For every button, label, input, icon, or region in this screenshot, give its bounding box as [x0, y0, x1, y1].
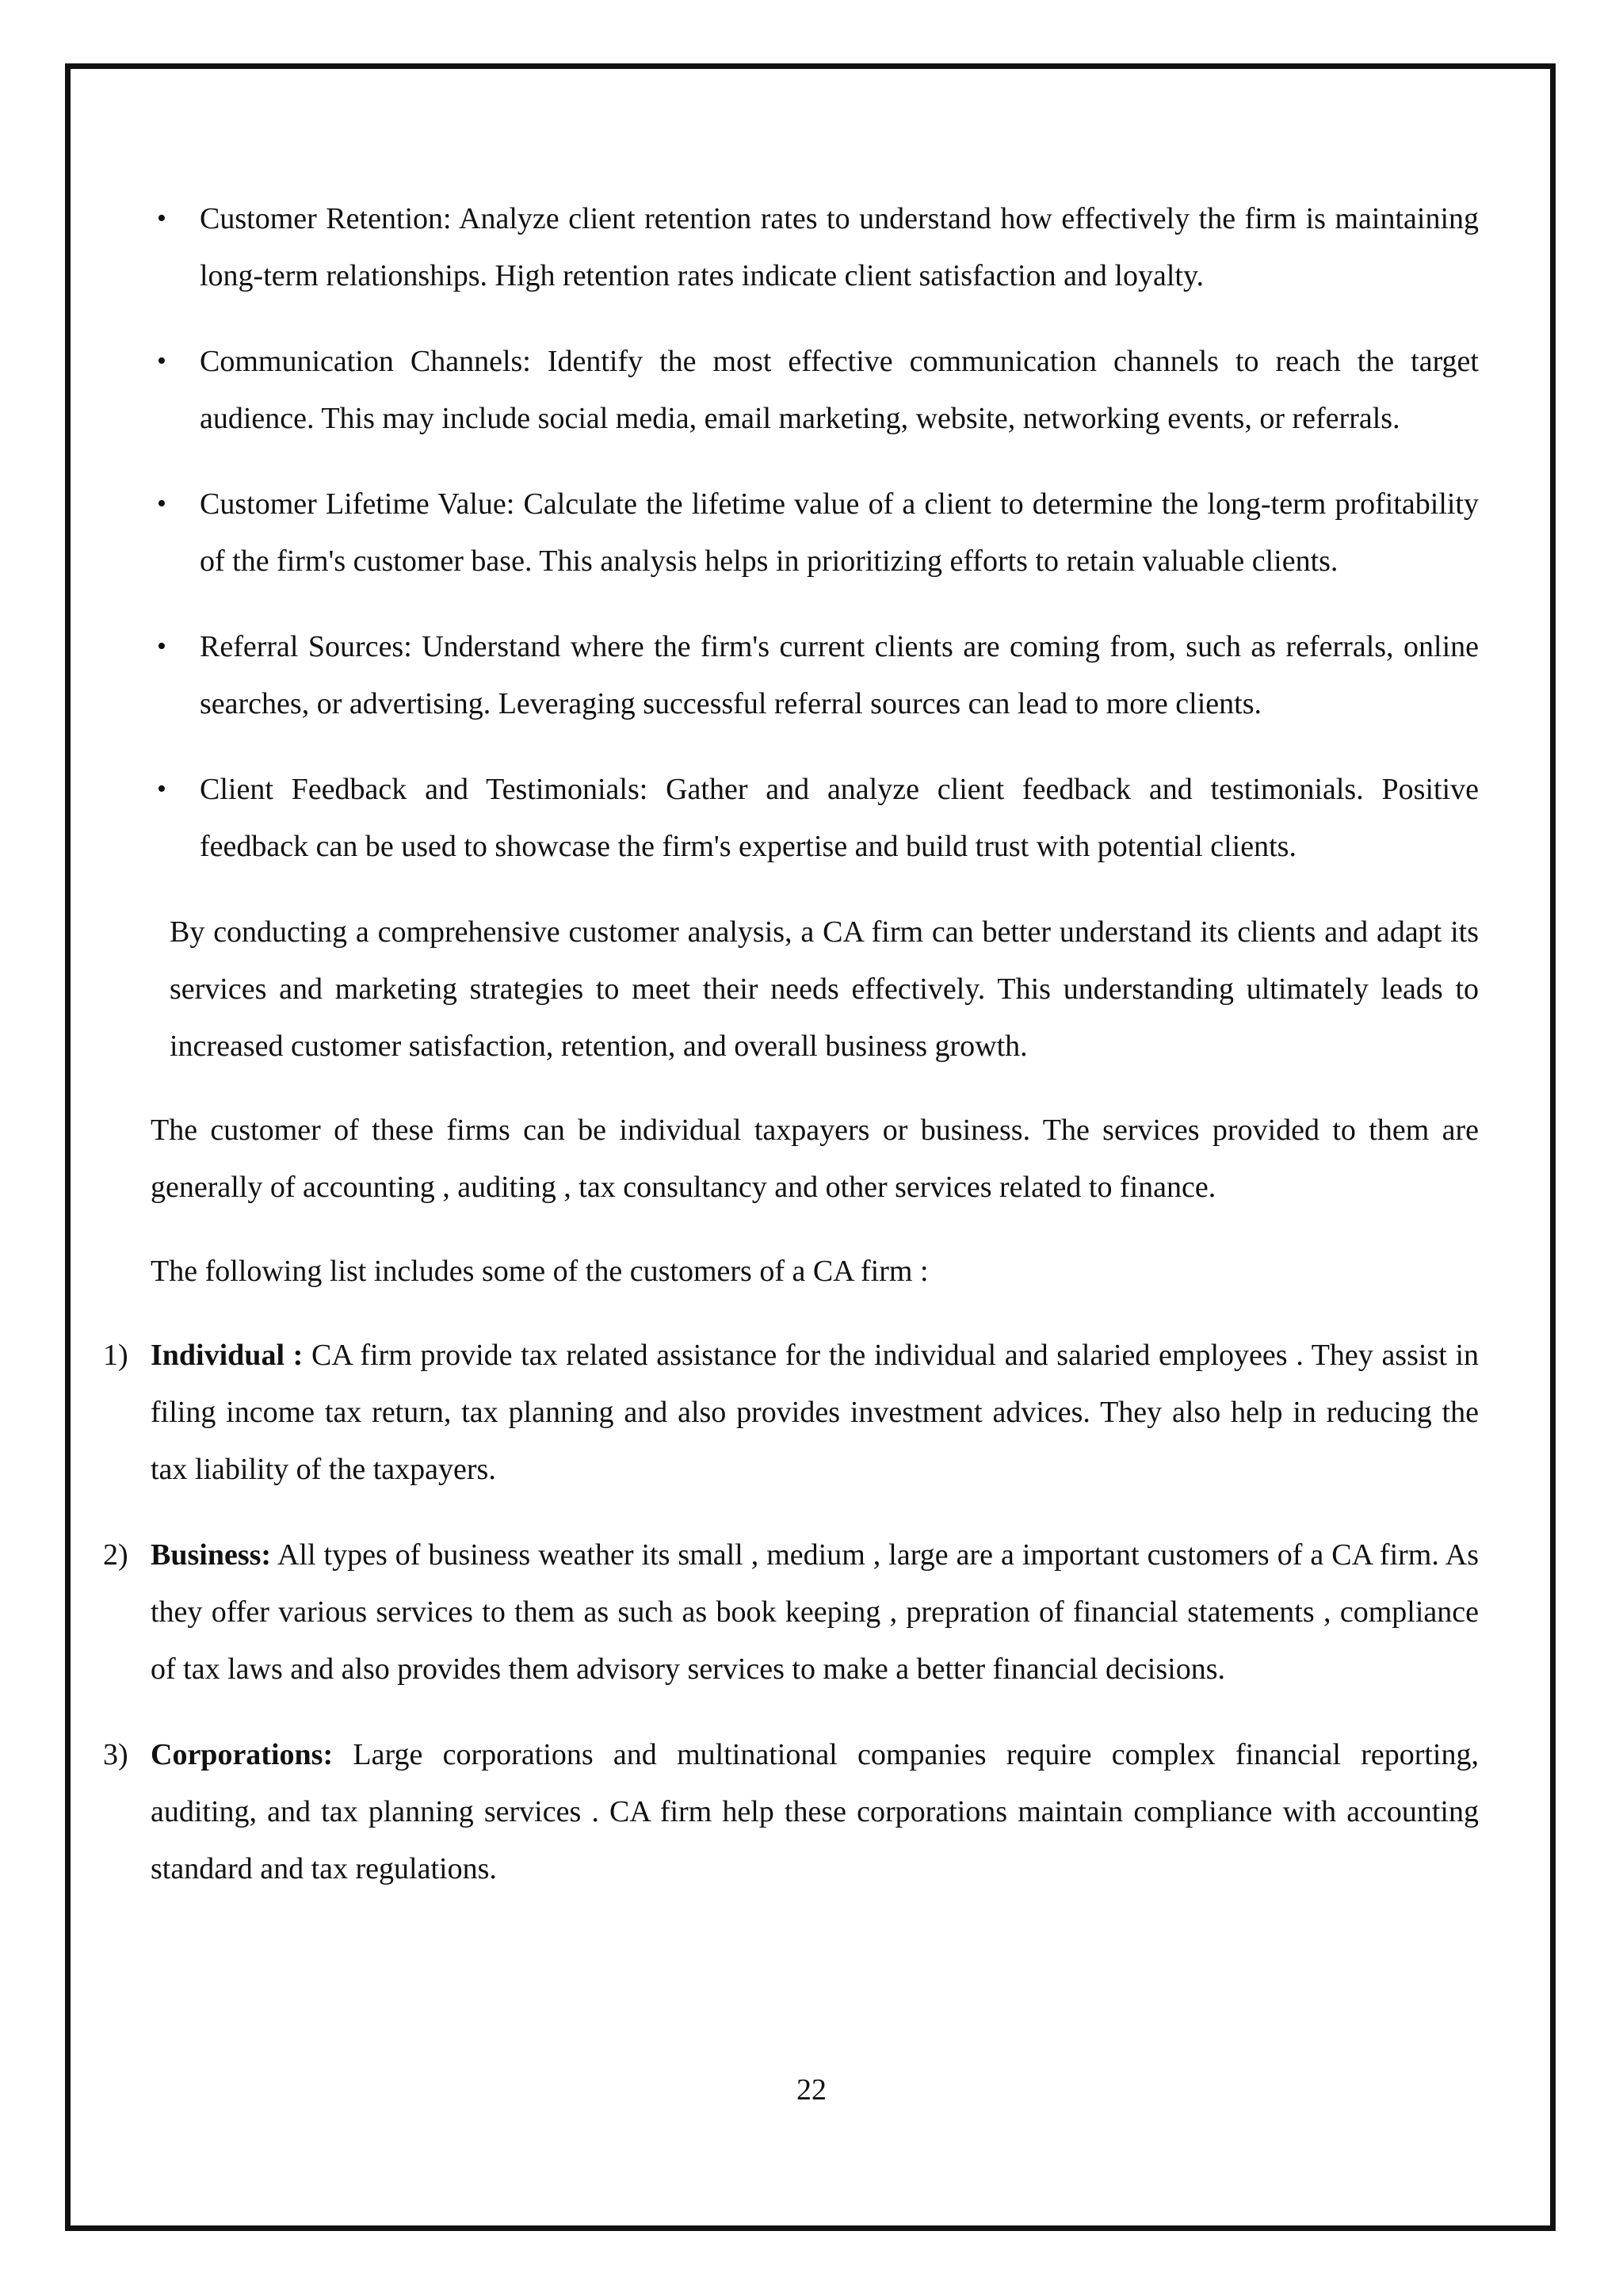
list-intro-paragraph: The following list includes some of the customers of a CA firm : [151, 1255, 929, 1288]
customers-intro-paragraph: The customer of these firms can be individual taxpayers or business. The services provided to them are generally of accounting , auditing , tax consultancy and other services related to finance. [151, 1114, 1479, 1204]
bullet-icon: • [157, 774, 166, 804]
list-item [151, 333, 1479, 447]
list-item [151, 190, 1479, 304]
bullet-text: Customer Lifetime Value: Calculate the lifetime value of a client to determine the long-term profitability of the firm's customer base. This analysis helps in prioritizing efforts to retain valuable clients. [200, 487, 1479, 578]
summary-paragraph: By conducting a comprehensive customer analysis, a CA firm can better understand its clients and adapt its services and marketing strategies to meet their needs effectively. This understanding ultimately leads to increased customer satisfaction, retention, and overall business growth. [170, 915, 1479, 1063]
list-item [103, 1726, 1479, 1897]
page-number: 22 [796, 2073, 827, 2107]
bullet-text: Communication Channels: Identify the most effective communication channels to reach the target audience. This may include social media, email marketing, website, networking events, or referrals. [200, 345, 1479, 435]
item-term: Individual : [151, 1339, 304, 1372]
bullet-icon: • [157, 632, 166, 661]
bullet-text: Referral Sources: Understand where the firm's current clients are coming from, such as referrals, online searches, or advertising. Leveraging successful referral sources can lead to more clients. [200, 630, 1479, 720]
item-number: 1) [103, 1339, 128, 1372]
item-text: CA firm provide tax related assistance for the individual and salaried employees . They assist in filing income tax return, tax planning and also provides investment advices. They also help in reducing the tax liability of the taxpayers. [151, 1339, 1480, 1486]
list-item [151, 476, 1479, 590]
list-item [151, 618, 1479, 732]
list-item [151, 761, 1479, 875]
bullet-icon: • [157, 204, 166, 233]
list-item [103, 1526, 1479, 1698]
bullet-icon: • [157, 489, 166, 518]
item-number: 2) [103, 1538, 128, 1572]
bullet-icon: • [157, 346, 166, 376]
item-term: Business: [151, 1538, 272, 1572]
bullet-text: Client Feedback and Testimonials: Gather and analyze client feedback and testimonials. Positive feedback can be used to showcase the firm's expertise and build trust with potential clients. [200, 773, 1479, 863]
item-text: All types of business weather its small , medium , large are a important customers of a CA firm. As they offer various services to them as such as book keeping , prepration of financial statements , compliance of tax laws and also provides them advisory services to make a better financial decisions. [151, 1538, 1479, 1686]
item-number: 3) [103, 1738, 128, 1771]
analysis-bullet-list [151, 190, 1479, 875]
bullet-text: Customer Retention: Analyze client retention rates to understand how effectively the firm is maintaining long-term relationships. High retention rates indicate client satisfaction and loyalty. [200, 202, 1479, 292]
list-item [103, 1327, 1480, 1498]
item-text: Large corporations and multinational companies require complex financial reporting, auditing, and tax planning services . CA firm help these corporations maintain compliance with accounting standard and tax regulations. [151, 1738, 1479, 1885]
document-body [103, 190, 1480, 1926]
item-term: Corporations: [151, 1738, 334, 1771]
customer-types-list [103, 1327, 1480, 1897]
